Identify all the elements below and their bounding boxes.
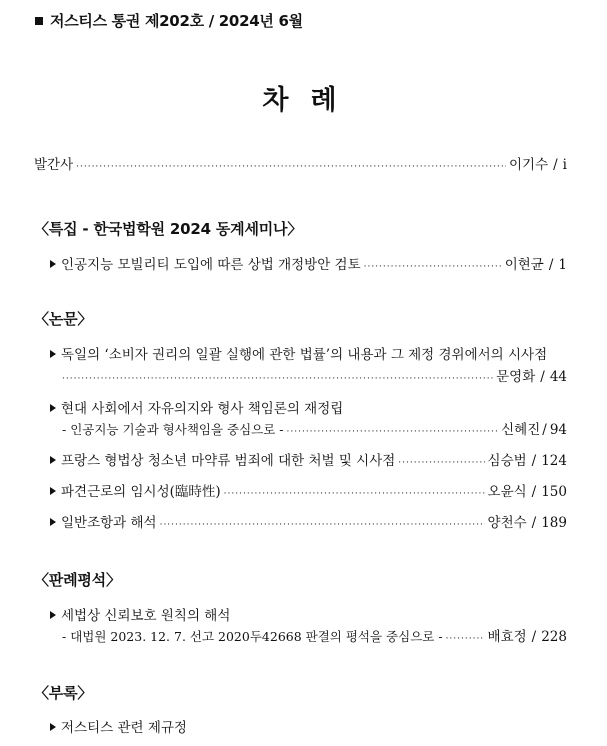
- separator: /: [531, 515, 537, 531]
- triangle-bullet-icon: [50, 611, 56, 619]
- toc-entry-line1[interactable]: [50, 343, 567, 363]
- section-heading-appendix: 〈부록〉: [34, 684, 93, 702]
- toc-entry-line2[interactable]: [62, 418, 567, 438]
- toc-entry[interactable]: [50, 480, 567, 500]
- toc-entry-line1[interactable]: [50, 397, 567, 417]
- leader-dots: [446, 634, 485, 644]
- toc-entry-author: 배효정: [487, 629, 527, 645]
- toc-entry-title: 독일의 ‘소비자 권리의 일괄 실행에 관한 법률’의 내용과 그 제정 경위에서의 시사점: [61, 347, 548, 363]
- separator: /: [531, 484, 537, 500]
- toc-entry-subtitle: - 인공지능 기술과 형사책임을 중심으로 -: [62, 422, 284, 437]
- separator: /: [548, 257, 554, 273]
- toc-entry-page: i: [562, 157, 567, 173]
- toc-entry-page: 44: [549, 369, 567, 385]
- leader-dots: [364, 262, 502, 272]
- toc-entry-line2[interactable]: [62, 365, 567, 385]
- toc-entry-title: 발간사: [34, 157, 74, 173]
- toc-entry-page: 1: [558, 257, 567, 273]
- separator: /: [553, 157, 558, 173]
- toc-entry-page: 150: [541, 484, 567, 500]
- triangle-bullet-icon: [50, 260, 56, 268]
- toc-entry-author: 이기수: [508, 157, 549, 173]
- leader-dots: [287, 427, 499, 437]
- toc-entry-author: 양천수: [487, 515, 527, 531]
- separator: /: [542, 422, 547, 438]
- toc-entry-line1[interactable]: [50, 604, 567, 624]
- toc-entry-author: 심승범: [487, 453, 527, 469]
- toc-entry-subtitle: - 대법원 2023. 12. 7. 선고 2020두42668 판결의 평석을 중심으로 -: [62, 629, 443, 644]
- toc-entry-line2[interactable]: [62, 625, 567, 645]
- toc-entry-title: 현대 사회에서 자유의지와 형사 책임론의 재정립: [61, 401, 344, 417]
- toc-entry[interactable]: [50, 511, 567, 531]
- toc-entry-page: 228: [541, 629, 567, 645]
- page-title: 차례: [262, 85, 359, 116]
- journal-header: [35, 10, 303, 31]
- toc-entry-page: 94: [549, 422, 567, 438]
- toc-entry-author: 문영화: [496, 369, 536, 385]
- section-heading-special: 〈특집 - 한국법학원 2024 동계세미나〉: [34, 220, 303, 238]
- section-heading-papers: 〈논문〉: [34, 310, 93, 328]
- toc-entry[interactable]: [50, 253, 567, 273]
- leader-dots: [76, 162, 506, 172]
- toc-entry-author: 이현균: [504, 257, 544, 273]
- triangle-bullet-icon: [50, 487, 56, 495]
- toc-entry-title: 파견근로의 임시성(臨時性): [61, 484, 221, 500]
- toc-entry-author: 오윤식: [487, 484, 527, 500]
- separator: /: [531, 453, 537, 469]
- section-heading-case-notes: 〈판례평석〉: [34, 571, 121, 589]
- triangle-bullet-icon: [50, 404, 56, 412]
- leader-dots: [160, 520, 485, 530]
- toc-entry-title: 저스티스 관련 제규정: [61, 720, 187, 736]
- leader-dots: [398, 458, 484, 468]
- triangle-bullet-icon: [50, 350, 56, 358]
- journal-issue-text: 저스티스 통권 제202호 / 2024년 6월: [50, 12, 303, 30]
- leader-dots: [62, 374, 493, 384]
- triangle-bullet-icon: [50, 456, 56, 464]
- toc-entry-title: 세법상 신뢰보호 원칙의 해석: [61, 608, 231, 624]
- triangle-bullet-icon: [50, 723, 56, 731]
- toc-entry[interactable]: [50, 449, 567, 469]
- toc-entry-page: 189: [541, 515, 567, 531]
- square-bullet-icon: [35, 17, 43, 25]
- separator: /: [531, 629, 537, 645]
- toc-entry-title: 프랑스 형법상 청소년 마약류 범죄에 대한 처벌 및 시사점: [61, 453, 396, 469]
- toc-entry-title: 일반조항과 해석: [61, 515, 157, 531]
- separator: /: [540, 369, 545, 385]
- toc-entry-author: 신혜진: [501, 422, 541, 438]
- toc-entry-page: 124: [541, 453, 567, 469]
- toc-entry[interactable]: [50, 716, 567, 736]
- triangle-bullet-icon: [50, 518, 56, 526]
- toc-entry-foreword[interactable]: [34, 153, 567, 173]
- toc-entry-title: 인공지능 모빌리티 도입에 따른 상법 개정방안 검토: [61, 257, 361, 273]
- leader-dots: [224, 489, 485, 499]
